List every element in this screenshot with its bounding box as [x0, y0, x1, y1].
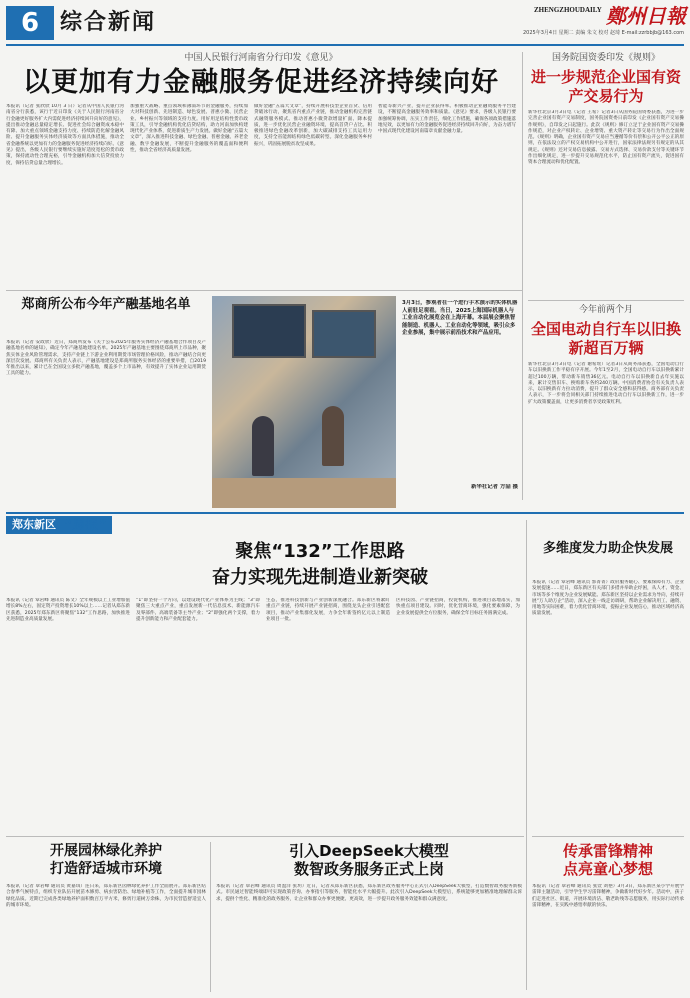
lead-column-2: 加强重大战略、重点领域和薄弱环节的金融服务，持续加大对科技创新、先进制造、绿色发展、普惠小微、民营企业、乡村振兴等领域的支持力度。用好用足结构性货币政策工具，引导金融机构优化信贷结构，助力河南加快构建现代化产业体系，促进新质生产力发展。做好金融“五篇大文章”，深入推进科技金融、绿色金融、普惠金融、养老金融、数字金融发展，不断提升金融服务的覆盖面和便利性，推动全省经济高质量发展。 — [130, 104, 248, 154]
bottom-center-headline-1: 引入DeepSeek大模型 — [289, 842, 449, 860]
right-top-headline: 进一步规范企业国有资产交易行为 — [530, 68, 681, 105]
visitor-figure — [322, 406, 344, 466]
right-top-kicker: 国务院国资委印发《规则》 — [551, 53, 660, 63]
display-screen — [312, 310, 376, 358]
lead-column-3: 做好金融“五篇大文章”，持续开展科技型企业首贷、信用贷破冰行动，聚焦省内重点产业链，推动金融机构完善链式融资服务模式。推动普惠小微贷款增量扩面、降本提质，进一步优化民营企业融资环境，提高首贷户占比。积极推进绿色金融改革创新，加大碳减排支持工具运用力度，支持全省能源结构绿色低碳转型。深化金融服务乡村振兴，巩固拓展脱贫攻坚成果。 — [254, 104, 372, 147]
center-headline-1: 聚焦“132”工作思路 — [235, 541, 405, 562]
right-lower-body: 本报讯（记者 覃岩峰 通讯员 郭菁菁）政府服务暖心、要素保障有力、企业发展提速……近日，郑东新区有关部门多措并举助企纾困，从人才、资金、市场等多个维度为企业发展赋能。郑东新区坚持以企业需求为导向，持续开展“万人助万企”活动，深入企业一线走访调研，帮助企业解决用工、融资、用地等实际困难，着力优化营商环境，提振企业发展信心，推动区域经济高质量发展。 — [532, 580, 684, 617]
center-column-4: 区科技园、产业链招商，投促机构，推进项目落地落实，加快重点项目建设。同时，优化营商环境，强化要素保障，为企业发展提供全方位服务，确保全年目标任务圆满完成。 — [396, 598, 520, 616]
lead-kicker: 中国人民银行河南省分行印发《意见》 — [184, 53, 338, 63]
right-lower-headline: 多维度发力助企快发展 — [542, 541, 673, 556]
section-title: 综合新闻 — [60, 10, 157, 35]
column-divider — [210, 842, 211, 992]
zhengshang-headline: 郑商所公布今年产融基地名单 — [21, 297, 191, 312]
lead-column-4: 智能等新兴产业，提升企业获得率。积极推动企业融资服务平台建设，不断提高金融服务效率和质量。《意见》要求，各级人民银行要加强统筹协调，压实工作责任，细化工作措施，确保各项政策措施落地见效，以更加有力的金融服务促进经济持续回升向好，为奋力谱写中国式现代化建设河南篇章贡献金融力量。 — [378, 104, 516, 135]
section-divider — [6, 512, 684, 514]
lead-column-1: 本报讯（记者 张欣欣 10月 3 日）记者从中国人民银行河南省分行获悉，该行于近日印发《关于人民银行河南省分行金融更好服务扩大内需促进经济持续回升向好的意见》，提出推动金融总量稳定增长、促进社会综合融资成本稳中有降、加大重点领域金融支持力度、持续防范化解金融风险、提升金融服务实体经济质效等方面具体措施，推动全省金融系统以更加有力的金融服务促进经济持续向好。《意见》提出，各级人民银行要继续实施好适度宽松的货币政策，保持流动性合理充裕，引导金融机构加大信贷投放力度，保持信贷总量合理增长。 — [6, 104, 124, 166]
bottom-center-headline-2: 数智政务服务正式上岗 — [293, 860, 444, 878]
zhengshang-body: 本报讯（记者 安政欣）近日，郑商所发布《关于公布2025年服务实体经济产融基地合作项目及产融基地名单的通知》，确定今年产融基地建设名单。2025年产融基地主要围绕郑商所上市品种，聚焦实体企业风险管理需求，支持产业链上下游企业利用期货市场管理价格风险，推动产融结合向更深层次发展。郑商所有关负责人表示，产融基地建设是郑商所服务实体经济的重要举措，自2019年推出以来，累计已在全国设立多批产融基地，覆盖多个上市品种，有效提升了实体企业运用期货工具的能力。 — [6, 340, 206, 377]
column-divider — [526, 520, 527, 990]
visitor-figure — [252, 416, 274, 476]
paper-english-name: ZHENGZHOUDAILY — [534, 6, 602, 14]
bottom-right-headline-2: 点亮童心梦想 — [562, 860, 653, 878]
center-column-2: “1”即坚持一个方向，以建设现代化产业体系为主线；“3”即聚焦三大重点产业，重点发展新一代信息技术、新能源汽车及零部件、高端装备等主导产业；“2”即强化两个支撑，着力提升创新能力和产业配套能力。 — [136, 598, 260, 622]
center-column-3: 生态，推进科技创新与产业创新深度融合。郑东新区将紧盯重点产业链，持续开展产业链招商，围绕龙头企业引进配套项目，推动产业集群化发展，力争全年新签约亿元以上制造业项目一批。 — [266, 598, 390, 622]
bottom-right-headline-1: 传承雷锋精神 — [562, 842, 653, 860]
bottom-right-body: 本报讯（记者 覃岩峰 通讯员 张萱 刘艳）3月3日，郑东新区某小学开展学雷锋主题活动，引导学生学习雷锋精神，争做新时代好少年。活动中，孩子们走进社区、街道，开展环境清洁、敬老助残等志愿服务，用实际行动传承雷锋精神，在实践中感悟奉献的快乐。 — [532, 884, 684, 908]
bottom-left-headline-1: 开展园林绿化养护 — [50, 843, 162, 859]
expo-photo — [212, 296, 396, 508]
right-middle-headline: 全国电动自行车以旧换新超百万辆 — [530, 320, 681, 357]
right-top-body: 新华社北京3月3日电（记者 王希）记者3日从国务院国资委获悉，为进一步完善企业国有资产交易制度，国务院国资委日前印发《企业国有资产交易操作规则》，自印发之日起施行。此次《规则》修订立足于企业国有资产交易操作规范，对企业产权转让、企业增资、重大资产转让等交易行为作出全面规范。《规则》明确，企业国有资产交易应当遵循等价有偿和公开公平公正的原则，在依法设立的产权交易机构中公开进行，国家法律法规另有规定的从其规定。《规则》还对交易信息披露、交易方式选择、交易价款支付等关键环节作出细化规定，进一步提升交易规范化水平，防止国有资产流失，促进国有资本合理流动和优化配置。 — [528, 110, 684, 166]
lead-headline: 以更加有力金融服务促进经济持续向好 — [23, 67, 499, 98]
photo-floor — [212, 478, 396, 508]
column-divider — [522, 52, 523, 500]
photo-credit: 新华社记者 方喆 摄 — [471, 484, 518, 490]
page-number: 6 — [6, 6, 54, 40]
masthead-rule — [6, 44, 684, 46]
section-divider — [6, 836, 524, 837]
photo-caption: 3月3日，参观者在一个进行手术演示的实体机器人前驻足观看。当日，2025上海国际机器人与工业自动化展览会在上海开幕。本届展会聚焦智能制造、机器人、工业自动化等领域，吸引众多企业参展，集中展示前沿技术和产品应用。 — [402, 300, 518, 337]
issue-meta: 2025年3月4日 星期二 责编 朱文 校对 赵琦 E-mail:zzrbbjb@163.com — [522, 30, 684, 36]
right-middle-body: 新华社北京3月3日电（记者 谢希瑶）记者3日从商务部获悉，全国电动自行车以旧换新工作平稳有序开展。今年1至2月，全国电动自行车以旧换新累计超过100万辆，带动新车销售36亿元。电动自行车以旧换新自去年实施以来，累计交售旧车、换购新车各约240万辆。中国消费者协会有关负责人表示，以旧换新有力拉动消费，提升了群众安全感和获得感。商务部有关负责人表示，下一步将会同相关部门持续推进电动自行车以旧换新工作，进一步扩大政策覆盖面，让更多消费者享受政策红利。 — [528, 362, 684, 405]
paper-logo: 鄭州日報 — [606, 4, 686, 28]
zhengdong-badge-label: 郑东新区 — [12, 518, 56, 531]
display-screen — [232, 304, 306, 358]
zhengdong-badge-sub: “周报” — [64, 518, 108, 533]
right-middle-kicker: 今年前两个月 — [578, 305, 633, 315]
bottom-left-body: 本报讯（记者 覃岩峰 通讯员 黄嘉琪）连日来，郑东新区园林绿化养护工作全面展开。郑东新区结合春季气候特点，组织专业队伍开展苗木修剪、病虫害防治、绿地补植等工作，全面提升城市园林绿化品质。近期已完成各类绿地养护面积数百万平方米，修剪行道树万余株，为市民营造舒适宜人的城市环境。 — [6, 884, 206, 908]
bottom-left-headline-2: 打造舒适城市环境 — [50, 861, 162, 877]
center-column-1: 本报讯（记者 覃岩峰 通讯员 陈文）全年规模以上工业增加值增长8%左右，固定资产投资增长10%以上……记者从郑东新区获悉，2025年郑东新区将聚焦“132”工作思路，加快推进先进制造业高质量发展。 — [6, 598, 130, 622]
center-headline-2: 奋力实现先进制造业新突破 — [212, 567, 428, 588]
section-divider — [532, 836, 684, 837]
section-divider — [528, 300, 684, 301]
bottom-center-body: 本报讯（记者 覃岩峰 通讯员 周盈洋 张玥）近日，记者从郑东新区获悉，郑东新区政务服务中心正式引入DeepSeek大模型，打造数智政务服务新模式。市民通过智能终端即可实现政策咨询、办事指引等服务，智能化水平大幅提升。此次引入DeepSeek大模型后，系统能够更加精准地理解群众诉求，提供个性化、精准化的政务服务，让企业和群众办事更便捷、更高效，进一步提升政务服务效能和群众满意度。 — [216, 884, 522, 902]
section-divider — [6, 290, 522, 291]
